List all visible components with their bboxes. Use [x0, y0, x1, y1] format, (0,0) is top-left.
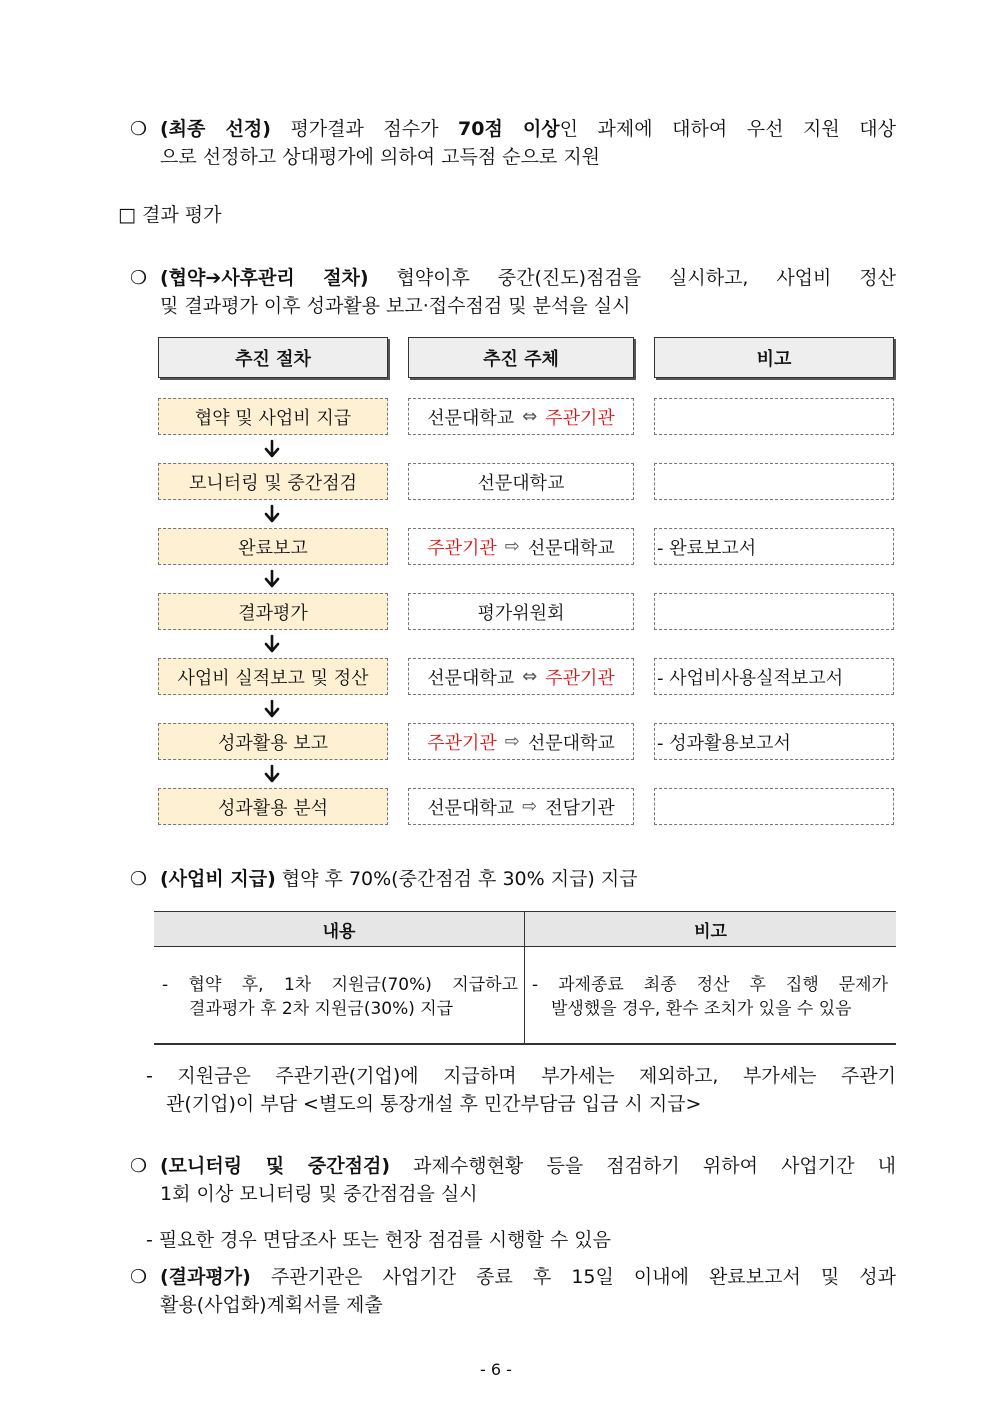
final-selection-paragraph	[130, 115, 896, 171]
flow-actor-box	[408, 528, 634, 565]
funding-table-cell1-line1: - 협약 후, 1차 지원금(70%) 지급하고	[162, 975, 518, 995]
flow-direction-arrow-icon: ⇨	[504, 536, 520, 557]
flow-actor-from: 선문대학교	[427, 797, 515, 819]
procedure-line1	[160, 264, 896, 292]
flow-actor-box	[408, 723, 634, 760]
final-selection-line1	[160, 115, 896, 143]
final-selection-line2: 으로 선정하고 상대평가에 의하여 고득점 순으로 지원	[160, 146, 601, 168]
procedure-heading-b: 사후관리 절차)	[221, 267, 369, 289]
monitoring-heading: (모니터링 및 중간점검)	[160, 1155, 391, 1177]
flow-note-box	[654, 788, 894, 825]
square-bullet-icon: □	[118, 204, 136, 226]
monitoring-line2: 1회 이상 모니터링 및 중간점검을 실시	[160, 1183, 478, 1205]
flow-actor-from: 주관기관	[427, 537, 497, 559]
circle-bullet-icon: ❍	[130, 118, 148, 140]
flow-note-box	[654, 463, 894, 500]
flow-actor-from: 주관기관	[427, 732, 497, 754]
down-arrow-icon	[262, 699, 282, 719]
funding-table-col2-header: 비고	[694, 921, 727, 942]
down-arrow-icon	[262, 504, 282, 524]
vat-note-line2: 관(기업)이 부담 <별도의 통장개설 후 민간부담금 입금 시 지급>	[166, 1093, 702, 1115]
procedure-heading-a: (협약	[160, 267, 206, 289]
flow-actor-box	[408, 788, 634, 825]
funding-paragraph	[130, 865, 896, 893]
vat-note-line1: - 지원금은 주관기관(기업)에 지급하며 부가세는 제외하고, 부가세는 주관기	[146, 1065, 896, 1087]
flow-actor-to: 주관기관	[545, 407, 615, 429]
flow-note-box: - 성과활용보고서	[654, 723, 894, 760]
right-arrow-icon: ➔	[205, 267, 222, 289]
circle-bullet-icon: ❍	[130, 868, 148, 890]
flow-step-box: 성과활용 분석	[158, 788, 388, 825]
monitoring-paragraph	[130, 1152, 896, 1208]
flow-actor-to: 주관기관	[545, 667, 615, 689]
flow-actor-to: 전담기관	[545, 797, 615, 819]
monitoring-note: - 필요한 경우 면담조사 또는 현장 점검를 시행할 수 있음	[146, 1229, 612, 1251]
result-eval-paragraph	[130, 1263, 896, 1319]
flow-actor-to: 선문대학교	[527, 537, 615, 559]
down-arrow-icon	[262, 439, 282, 459]
monitoring-text: 과제수행현황 등을 점검하기 위하여 사업기간 내	[390, 1155, 896, 1177]
flow-actor-box	[408, 658, 634, 695]
flow-step-box: 결과평가	[158, 593, 388, 630]
flow-header-actor: 추진 주체	[408, 337, 634, 378]
down-arrow-icon	[262, 634, 282, 654]
flow-actor-from: 선문대학교	[427, 667, 515, 689]
flow-step-box: 협약 및 사업비 지급	[158, 398, 388, 435]
result-eval-section-label: 결과 평가	[142, 204, 222, 226]
circle-bullet-icon: ❍	[130, 1266, 148, 1288]
funding-table-bottom-rule	[154, 1043, 896, 1045]
flow-step-box: 성과활용 보고	[158, 723, 388, 760]
procedure-text: 협약이후 중간(진도)점검을 실시하고, 사업비 정산	[368, 267, 896, 289]
flow-note-box: - 사업비사용실적보고서	[654, 658, 894, 695]
flow-actor-from: 평가위원회	[477, 602, 565, 624]
flow-note-box	[654, 593, 894, 630]
flow-actor-from: 선문대학교	[477, 472, 565, 494]
flow-note-box: - 완료보고서	[654, 528, 894, 565]
monitoring-line1	[160, 1152, 896, 1180]
down-arrow-icon	[262, 764, 282, 784]
funding-table-divider	[524, 911, 525, 1044]
flow-direction-arrow-icon: ⇨	[522, 796, 538, 817]
final-selection-text-a: 평가결과 점수가	[270, 118, 459, 140]
flow-step-box: 모니터링 및 중간점검	[158, 463, 388, 500]
circle-bullet-icon: ❍	[130, 1155, 148, 1177]
circle-bullet-icon: ❍	[130, 267, 148, 289]
flow-step-box: 사업비 실적보고 및 정산	[158, 658, 388, 695]
funding-table-cell2	[532, 973, 888, 1021]
page-number: - 6 -	[480, 1360, 512, 1379]
flow-direction-arrow-icon: ⇨	[504, 731, 520, 752]
flow-actor-from: 선문대학교	[427, 407, 515, 429]
flow-actor-box	[408, 398, 634, 435]
result-eval-section-title	[118, 201, 221, 229]
result-eval-line2: 활용(사업화)계획서를 제출	[160, 1294, 383, 1316]
funding-table-cell1	[162, 973, 518, 1021]
result-eval-heading: (결과평가)	[160, 1266, 251, 1288]
down-arrow-icon	[262, 569, 282, 589]
funding-table-cell1-line2: 결과평가 후 2차 지원금(30%) 지급	[189, 999, 454, 1019]
procedure-paragraph	[130, 264, 896, 320]
flow-note-box	[654, 398, 894, 435]
funding-text: 협약 후 70%(중간점검 후 30% 지급) 지급	[275, 868, 638, 890]
flow-direction-arrow-icon: ⇔	[522, 666, 538, 687]
flow-actor-box	[408, 463, 634, 500]
funding-table-cell2-line2: 발생했을 경우, 환수 조치가 있을 수 있음	[551, 999, 852, 1019]
vat-note	[146, 1062, 896, 1118]
flow-actor-box	[408, 593, 634, 630]
flow-direction-arrow-icon: ⇔	[522, 406, 538, 427]
flow-header-note: 비고	[654, 337, 894, 378]
final-selection-heading: (최종 선정)	[160, 118, 271, 140]
funding-table-col1-header: 내용	[322, 921, 356, 942]
result-eval-line1	[160, 1263, 896, 1291]
funding-heading: (사업비 지급)	[160, 868, 276, 890]
funding-table	[154, 911, 896, 1045]
funding-line	[160, 865, 896, 893]
flow-header-step: 추진 절차	[158, 337, 388, 378]
result-eval-text: 주관기관은 사업기간 종료 후 15일 이내에 완료보고서 및 성과	[250, 1266, 896, 1288]
final-selection-text-c: 인 과제에 대하여 우선 지원 대상	[559, 118, 896, 140]
final-selection-bold: 70점 이상	[458, 118, 560, 140]
procedure-line2: 및 결과평가 이후 성과활용 보고·접수점검 및 분석을 실시	[160, 295, 631, 317]
funding-table-cell2-line1: - 과제종료 최종 정산 후 집행 문제가	[532, 975, 888, 995]
flow-actor-to: 선문대학교	[527, 732, 615, 754]
flow-step-box: 완료보고	[158, 528, 388, 565]
